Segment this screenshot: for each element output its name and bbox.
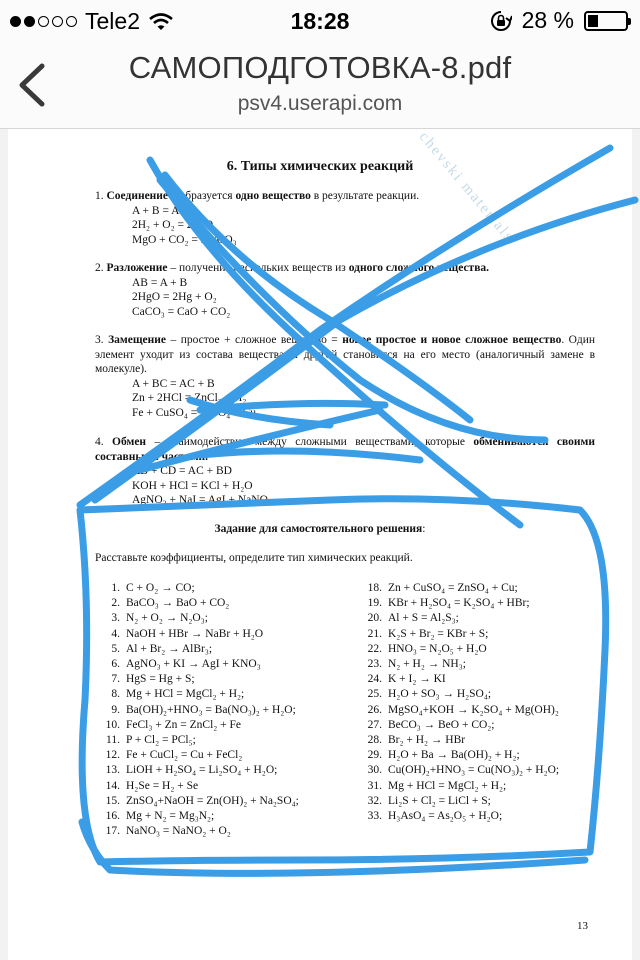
exercise-number: 33. bbox=[367, 810, 382, 823]
section-number: 2. bbox=[95, 262, 107, 274]
equation: 2HgO = 2Hg + O₂ bbox=[132, 291, 217, 303]
exercise-item bbox=[98, 627, 299, 642]
exercise-equation: FeCl₃ + Zn = ZnCl₂ + Fe bbox=[126, 718, 242, 731]
exercise-equation: ZnSO₄+NaOH = Zn(OH)₂ + Na₂SO₄; bbox=[126, 794, 299, 807]
section-bold: новое простое и новое сложное вещество bbox=[342, 334, 562, 346]
exercise-number: 7. bbox=[111, 673, 120, 686]
status-bar bbox=[0, 0, 640, 40]
equation: Zn + 2HCl = ZnCl₂ + H₂ bbox=[132, 392, 247, 404]
equation: KOH + HCl = KCl + H₂O bbox=[132, 479, 253, 492]
equation: A + BC = AC + B bbox=[132, 377, 215, 390]
exercise-number: 31. bbox=[367, 779, 382, 792]
document-source-url: psv4.userapi.com bbox=[237, 92, 403, 115]
carrier-name: Tele2 bbox=[85, 8, 140, 34]
exercise-item bbox=[360, 611, 559, 626]
exercise-equation: LiOH + H₂SO₄ = Li₂SO₄ + H₂O; bbox=[126, 764, 278, 777]
equation: 2H₂ + O₂ = 2H₂O bbox=[132, 219, 214, 231]
exercise-number: 11. bbox=[106, 734, 120, 747]
exercise-equation: Br₂ + H₂ → HBr bbox=[388, 734, 466, 747]
exercise-equation: Zn + CuSO₄ = ZnSO₄ + Cu; bbox=[388, 582, 518, 594]
exercise-equation: AgNO₃ + KI → AgI + KNO₃ bbox=[126, 658, 261, 671]
exercise-item bbox=[360, 596, 559, 611]
section-number: 3. bbox=[95, 334, 109, 346]
section-text: в результате реакции. bbox=[310, 190, 420, 202]
task-heading-text: Задание для самостоятельного решения bbox=[214, 523, 423, 535]
section-bold: одного сложного вещества. bbox=[348, 262, 490, 274]
equation: AB + CD = AC + BD bbox=[132, 465, 232, 477]
exercise-item bbox=[360, 718, 559, 733]
exercise-number: 13. bbox=[105, 764, 120, 777]
exercise-number: 17. bbox=[105, 825, 120, 838]
section-bold: обмениваются своими составными частями. bbox=[95, 436, 595, 463]
section-decomposition bbox=[95, 261, 595, 319]
exercise-number: 12. bbox=[105, 749, 120, 762]
section-text: – взаимодействие между сложными веществами, которые bbox=[146, 436, 474, 448]
exercise-equation: Mg + HCl = MgCl₂ + H₂; bbox=[388, 779, 507, 792]
exercise-item bbox=[98, 794, 299, 809]
task-instruction: Расставьте коэффициенты, определите тип химических реакций. bbox=[95, 552, 413, 564]
exercise-equation: H₃AsO₄ = As₂O₅ + H₂O; bbox=[388, 810, 503, 823]
battery-percentage: 28 % bbox=[521, 7, 574, 33]
exercise-item bbox=[360, 672, 559, 687]
exercise-item bbox=[360, 657, 559, 672]
equation: AB = A + B bbox=[132, 276, 188, 289]
exercise-number: 1. bbox=[111, 582, 120, 594]
exercise-item bbox=[98, 581, 299, 596]
exercise-number: 8. bbox=[111, 688, 120, 701]
exercise-number: 4. bbox=[111, 627, 120, 640]
exercise-equation: HNO₃ = N₂O₅ + H₂O bbox=[388, 642, 487, 655]
exercise-equation: K + I₂ → KI bbox=[388, 673, 446, 686]
section-term: Разложение bbox=[106, 262, 168, 274]
page-number: 13 bbox=[577, 920, 588, 932]
exercise-equation: MgSO₄+KOH → K₂SO₄ + Mg(OH)₂ bbox=[388, 703, 559, 716]
exercise-item bbox=[360, 642, 559, 657]
exercise-item bbox=[98, 824, 299, 839]
exercise-number: 3. bbox=[111, 612, 120, 625]
pdf-page[interactable] bbox=[8, 129, 632, 960]
exercise-item bbox=[98, 779, 299, 794]
exercise-equation: C + O₂ → CO; bbox=[126, 582, 195, 594]
exercise-equation: NaNO₃ = NaNO₂ + O₂ bbox=[126, 825, 231, 838]
exercise-number: 19. bbox=[367, 597, 382, 610]
exercise-item bbox=[98, 809, 299, 824]
exercise-item bbox=[360, 627, 559, 642]
exercise-item bbox=[360, 687, 559, 702]
exercise-item bbox=[98, 718, 299, 733]
exercise-equation: KBr + H₂SO₄ = K₂SO₄ + HBr; bbox=[388, 597, 530, 610]
equation: CaCO₃ = CaO + CO₂ bbox=[132, 305, 231, 318]
exercise-equation: HgS = Hg + S; bbox=[126, 673, 195, 686]
status-right bbox=[490, 7, 628, 34]
exercise-equation: H₂O + SO₃ → H₂SO₄; bbox=[388, 688, 492, 701]
exercise-equation: H₂Se = H₂ + Se bbox=[126, 779, 199, 792]
exercise-number: 32. bbox=[367, 794, 382, 807]
equation: MgO + CO₂ = MgCO₃ bbox=[132, 233, 237, 246]
section-text: – образуется bbox=[168, 190, 236, 202]
section-term: Замещение bbox=[108, 334, 167, 346]
exercise-item bbox=[98, 596, 299, 611]
exercise-number: 23. bbox=[367, 658, 382, 671]
exercise-equation: Li₂S + Cl₂ = LiCl + S; bbox=[388, 794, 491, 807]
page-heading: 6. Типы химических реакций bbox=[226, 159, 414, 174]
exercise-item bbox=[360, 779, 559, 794]
rotation-lock-icon bbox=[490, 10, 512, 32]
exercise-equation: Mg + HCl = MgCl₂ + H₂; bbox=[126, 688, 245, 701]
exercise-number: 28. bbox=[367, 734, 382, 747]
exercise-equation: Al + Br₂ → AlBr₃; bbox=[126, 642, 213, 655]
exercise-equation: BeCO₃ → BeO + CO₂; bbox=[388, 718, 495, 731]
exercise-number: 6. bbox=[111, 658, 120, 671]
exercise-item bbox=[360, 581, 559, 596]
equation: AgNO₃ + NaI = AgI + NaNO₃ bbox=[132, 494, 272, 506]
exercise-number: 18. bbox=[367, 582, 382, 594]
exercise-number: 30. bbox=[367, 764, 382, 777]
section-number: 4. bbox=[95, 436, 113, 448]
exercise-item bbox=[98, 657, 299, 672]
exercise-item bbox=[360, 703, 559, 718]
exercise-item bbox=[98, 733, 299, 748]
exercise-item bbox=[98, 748, 299, 763]
section-exchange bbox=[95, 435, 595, 508]
exercise-equation: N₂ + O₂ → N₂O₃; bbox=[126, 612, 208, 625]
section-number: 1. bbox=[95, 190, 107, 202]
exercise-equation: Mg + N₂ = Mg₃N₂; bbox=[126, 810, 215, 823]
clock: 18:28 bbox=[290, 8, 350, 34]
exercise-number: 21. bbox=[367, 627, 382, 640]
exercise-number: 22. bbox=[367, 642, 382, 655]
battery-icon bbox=[584, 11, 628, 31]
exercise-item bbox=[360, 763, 559, 778]
section-text: – простое + сложное вещество = bbox=[166, 334, 343, 346]
section-term: Соединение bbox=[106, 190, 169, 202]
exercise-list-left bbox=[98, 581, 299, 839]
exercise-number: 14. bbox=[105, 779, 120, 792]
exercise-number: 9. bbox=[111, 703, 120, 716]
exercise-item bbox=[98, 687, 299, 702]
document-title: САМОПОДГОТОВКА-8.pdf bbox=[128, 50, 512, 85]
section-substitution bbox=[95, 333, 595, 420]
exercise-item bbox=[98, 763, 299, 778]
exercise-equation: Al + S = Al₂S₃; bbox=[388, 612, 459, 625]
exercise-item bbox=[360, 809, 559, 824]
section-term: Обмен bbox=[112, 436, 147, 448]
exercise-item bbox=[98, 672, 299, 687]
exercise-equation: P + Cl₂ = PCl₅; bbox=[126, 734, 196, 747]
exercise-number: 29. bbox=[367, 749, 382, 762]
exercise-equation: Ba(OH)₂+HNO₃ = Ba(NO₃)₂ + H₂O; bbox=[126, 703, 296, 716]
exercise-item bbox=[98, 703, 299, 718]
exercise-equation: K₂S + Br₂ = KBr + S; bbox=[388, 627, 489, 640]
exercise-item bbox=[98, 642, 299, 657]
exercise-number: 2. bbox=[111, 597, 120, 610]
exercise-number: 20. bbox=[367, 612, 382, 625]
exercise-item bbox=[360, 748, 559, 763]
task-heading-colon: : bbox=[422, 523, 426, 535]
exercise-number: 26. bbox=[367, 703, 382, 716]
section-bold: одно вещество bbox=[235, 190, 311, 202]
exercise-number: 15. bbox=[105, 794, 120, 807]
exercise-equation: H₂O + Ba → Ba(OH)₂ + H₂; bbox=[388, 749, 520, 762]
section-combination bbox=[95, 189, 595, 247]
exercise-equation: Cu(OH)₂+HNO₃ = Cu(NO₃)₂ + H₂O; bbox=[388, 764, 560, 777]
exercise-number: 24. bbox=[367, 673, 382, 686]
exercise-equation: N₂ + H₂ → NH₃; bbox=[388, 658, 466, 671]
exercise-equation: Fe + CuCl₂ = Cu + FeCl₂ bbox=[126, 749, 243, 762]
equation: A + B = AB bbox=[132, 204, 188, 217]
exercise-item bbox=[360, 794, 559, 809]
exercise-number: 25. bbox=[367, 688, 382, 701]
section-text: . Один элемент уходит из состава вещества, а другой становится на его место (аналогичный замене в молекуле). bbox=[95, 334, 595, 375]
exercise-item bbox=[98, 611, 299, 626]
exercise-list-right bbox=[360, 581, 559, 824]
exercise-number: 16. bbox=[105, 810, 120, 823]
exercise-number: 5. bbox=[111, 642, 120, 655]
equation: Fe + CuSO₄ = FeSO₄ + Cu bbox=[132, 406, 256, 419]
exercise-number: 10. bbox=[105, 718, 120, 731]
exercise-item bbox=[360, 733, 559, 748]
exercise-number: 27. bbox=[367, 718, 382, 731]
section-text: – получение нескольких веществ из bbox=[167, 262, 349, 274]
exercise-equation: NaOH + HBr → NaBr + H₂O bbox=[126, 627, 264, 640]
navigation-bar bbox=[0, 40, 640, 129]
watermark: chevski materials bbox=[415, 129, 518, 246]
exercise-equation: BaCO₃ → BaO + CO₂ bbox=[126, 597, 230, 610]
task-heading bbox=[8, 523, 632, 535]
